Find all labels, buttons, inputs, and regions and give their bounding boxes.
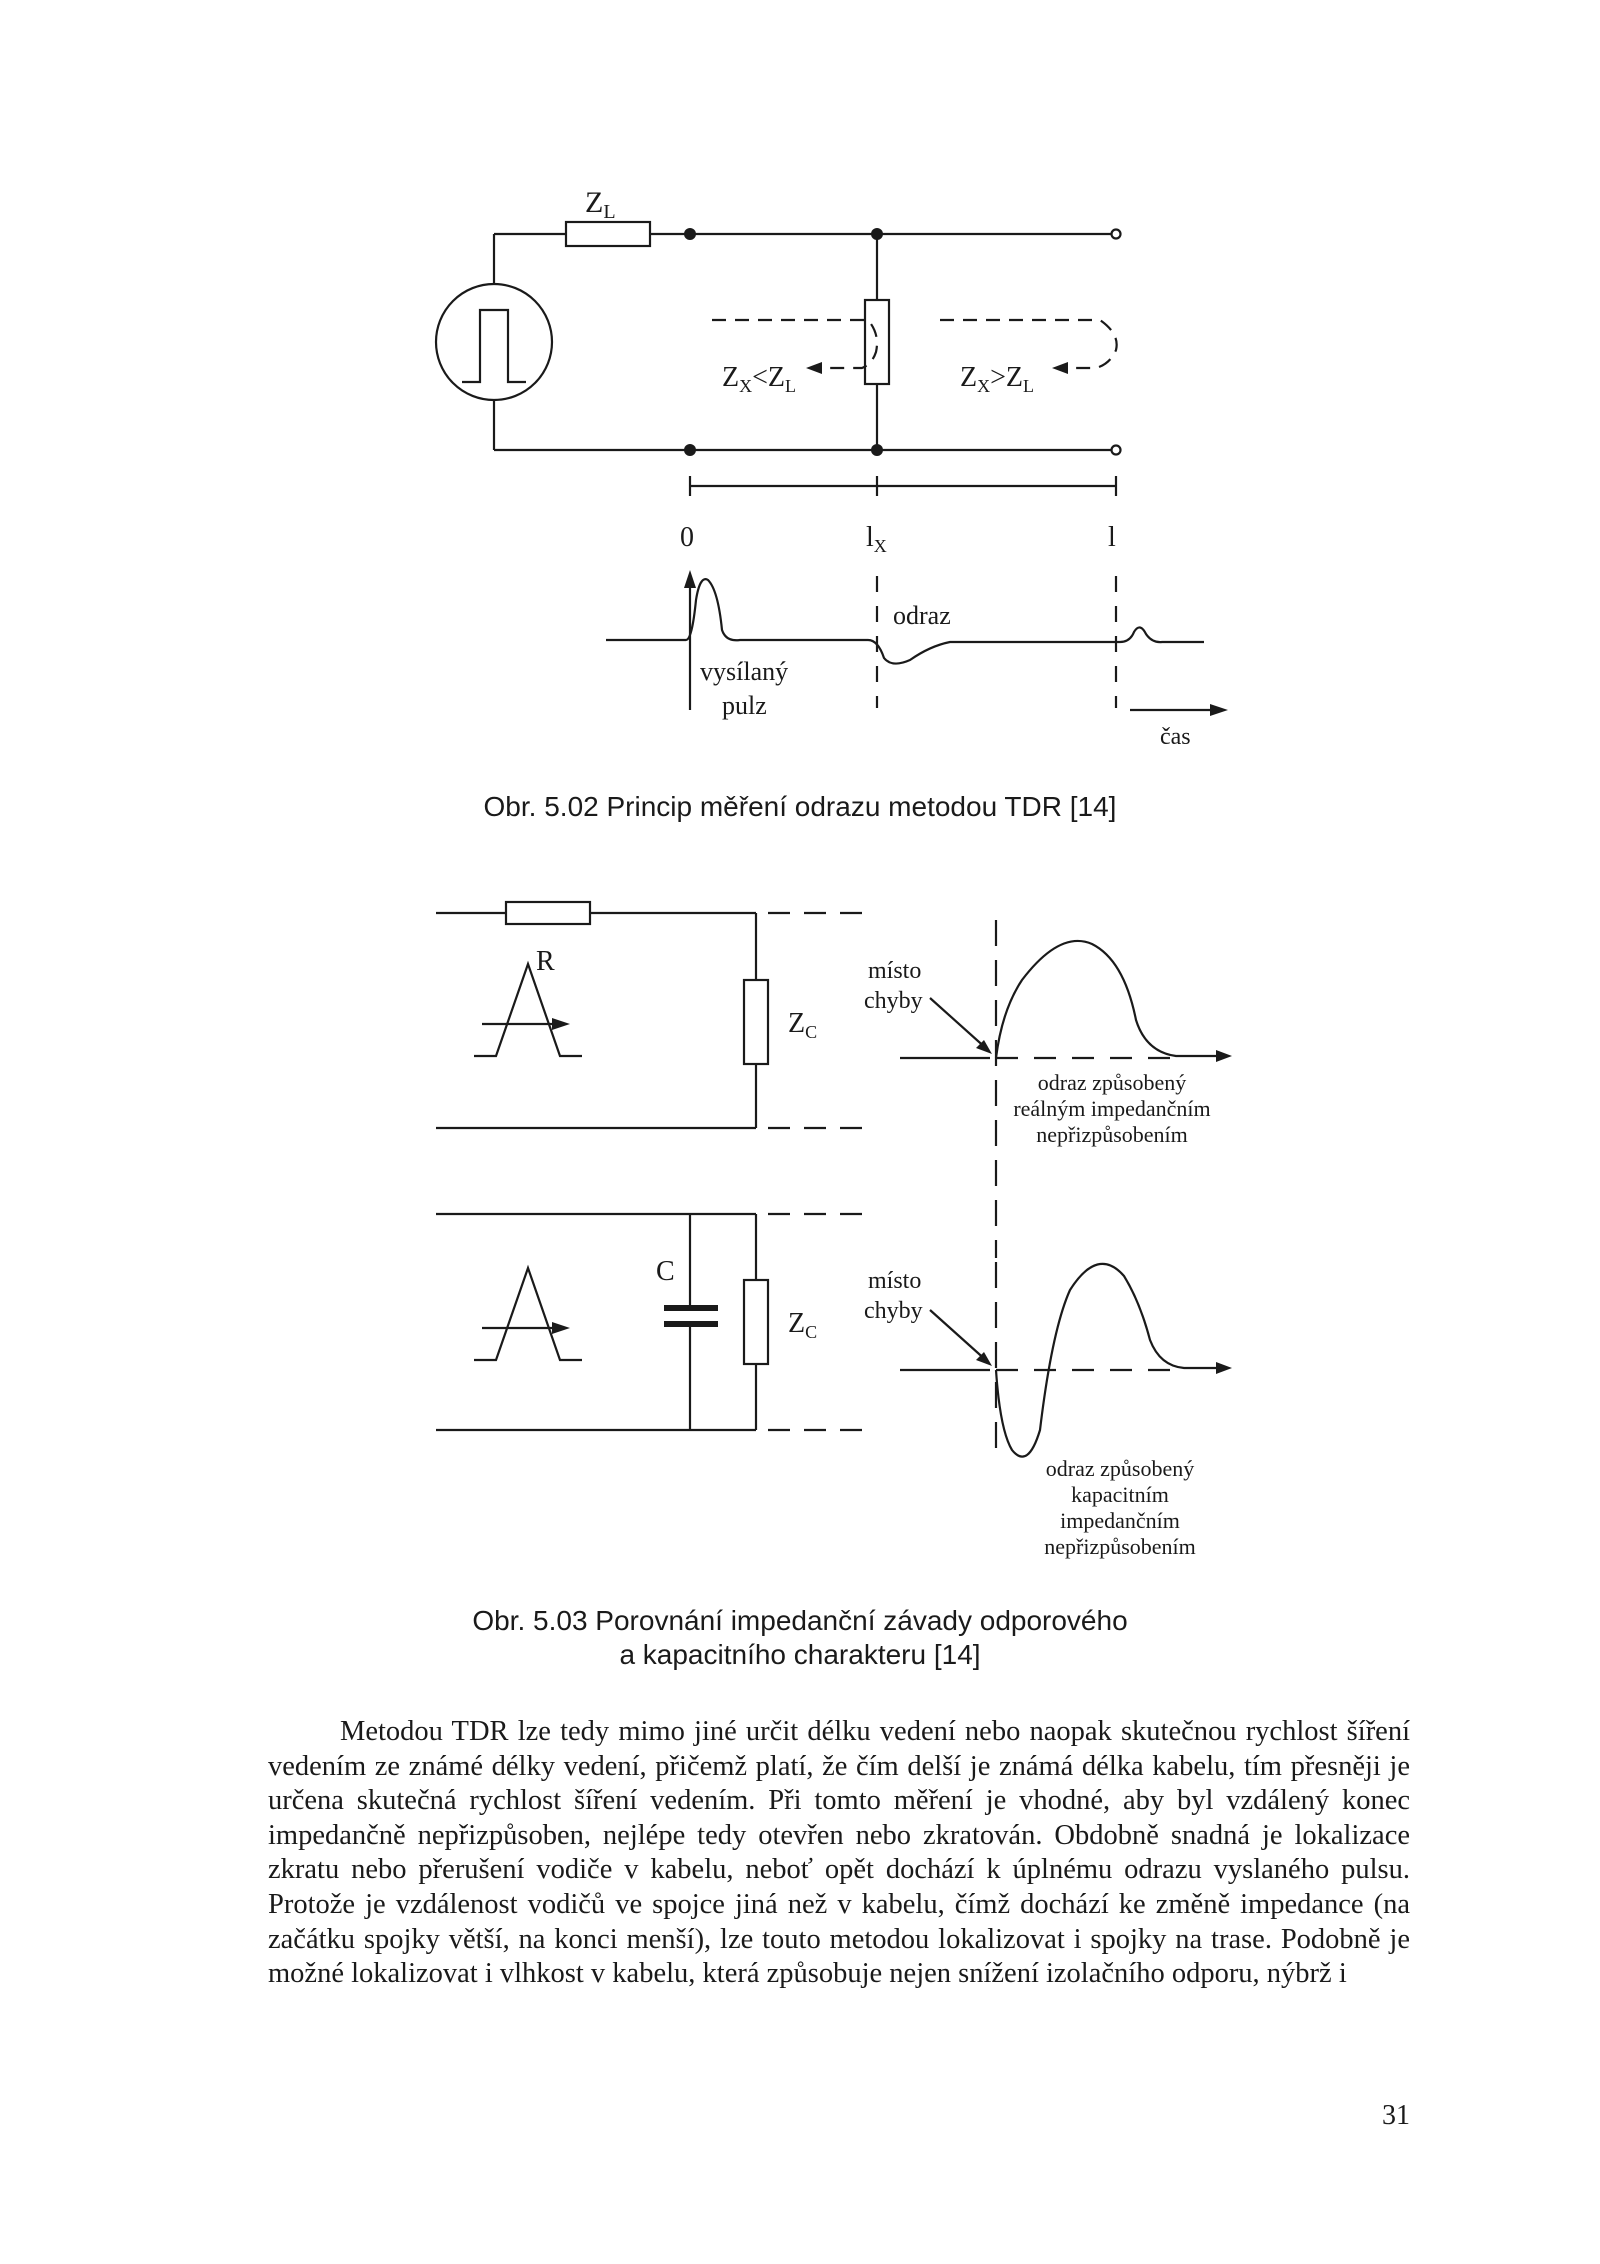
page-number: 31: [1382, 2100, 1410, 2131]
position-l-label: l: [1108, 522, 1116, 553]
pulse-source: [436, 284, 552, 400]
zl-resistor: [566, 222, 650, 246]
odraz-bottom-line3: impedančním: [1060, 1508, 1180, 1533]
vysilany-label: vysílaný: [700, 657, 789, 686]
odraz-top-line3: nepřizpůsobením: [1036, 1122, 1188, 1147]
zc-top-impedance: [744, 980, 768, 1064]
body-text: Metodou TDR lze tedy mimo jiné určit délku vedení nebo naopak skutečnou rychlost šíření vedením ze známé délky vedení, přičemž platí, že čím delší je známá délka kabelu, tím přesněji je určena skutečná rychlost šíření vedením. Při tomto měření je vhodné, aby byl vzdálený konec impedančně nepřizpůsoben, nejlépe tedy otevřen nebo zkratován. Obdobně snadná je lokalizace zkratu nebo přerušení vodiče v kabelu, neboť opět dochází k úplnému odrazu vyslaného pulsu. Protože je vzdálenost vodičů ve spojce jiná než v kabelu, čímž dochází ke změně impedance (na začátku spojky větší, na konci menší), lze touto metodou lokalizovat i spojky na trase. Podobně je možné lokalizovat i vlhkost v kabelu, která způsobuje nejen snížení izolačního odporu, nýbrž i: [268, 1716, 1410, 1990]
figure2-caption-line1: Obr. 5.03 Porovnání impedanční závady odporového: [472, 1605, 1128, 1636]
zc-top-label: $Z_C$: [788, 1008, 818, 1042]
odraz-bottom-line4: nepřizpůsobením: [1044, 1534, 1196, 1559]
zx-more-label: $Z_X>Z_L$: [960, 362, 1035, 396]
misto-top-label: místo: [868, 958, 922, 984]
c-label: C: [656, 1256, 675, 1287]
position-lx-label: $l_X$: [866, 522, 887, 556]
figure-tdr-principle: [0, 0, 1600, 780]
zc-bottom-impedance: [744, 1280, 768, 1364]
odraz-bottom-line2: kapacitním: [1071, 1482, 1169, 1507]
body-paragraph: [268, 1715, 1410, 1992]
odraz-label: odraz: [893, 601, 951, 630]
misto-bottom-label: místo: [868, 1268, 922, 1294]
pulz-label: pulz: [722, 691, 767, 720]
chyby-top-label: chyby: [864, 988, 923, 1014]
figure2-caption-line2: a kapacitního charakteru [14]: [619, 1639, 981, 1670]
position-zero-label: 0: [680, 522, 694, 553]
figure2-caption: [200, 1604, 1400, 1672]
zl-label: $Z_L$: [585, 186, 616, 223]
r-label: R: [536, 946, 555, 977]
chyby-bottom-label: chyby: [864, 1298, 923, 1324]
zx-impedance: [865, 300, 889, 384]
zc-bottom-label: $Z_C$: [788, 1308, 818, 1342]
figure1-caption: Obr. 5.02 Princip měření odrazu metodou TDR [14]: [483, 791, 1117, 822]
odraz-bottom-line1: odraz způsobený: [1045, 1456, 1195, 1481]
zx-less-label: $Z_X<Z_L$: [722, 362, 797, 396]
cas-label: čas: [1160, 724, 1191, 750]
odraz-top-line2: reálným impedančním: [1013, 1096, 1211, 1121]
r-resistor: [506, 902, 590, 924]
odraz-top-line1: odraz způsobený: [1037, 1070, 1187, 1095]
